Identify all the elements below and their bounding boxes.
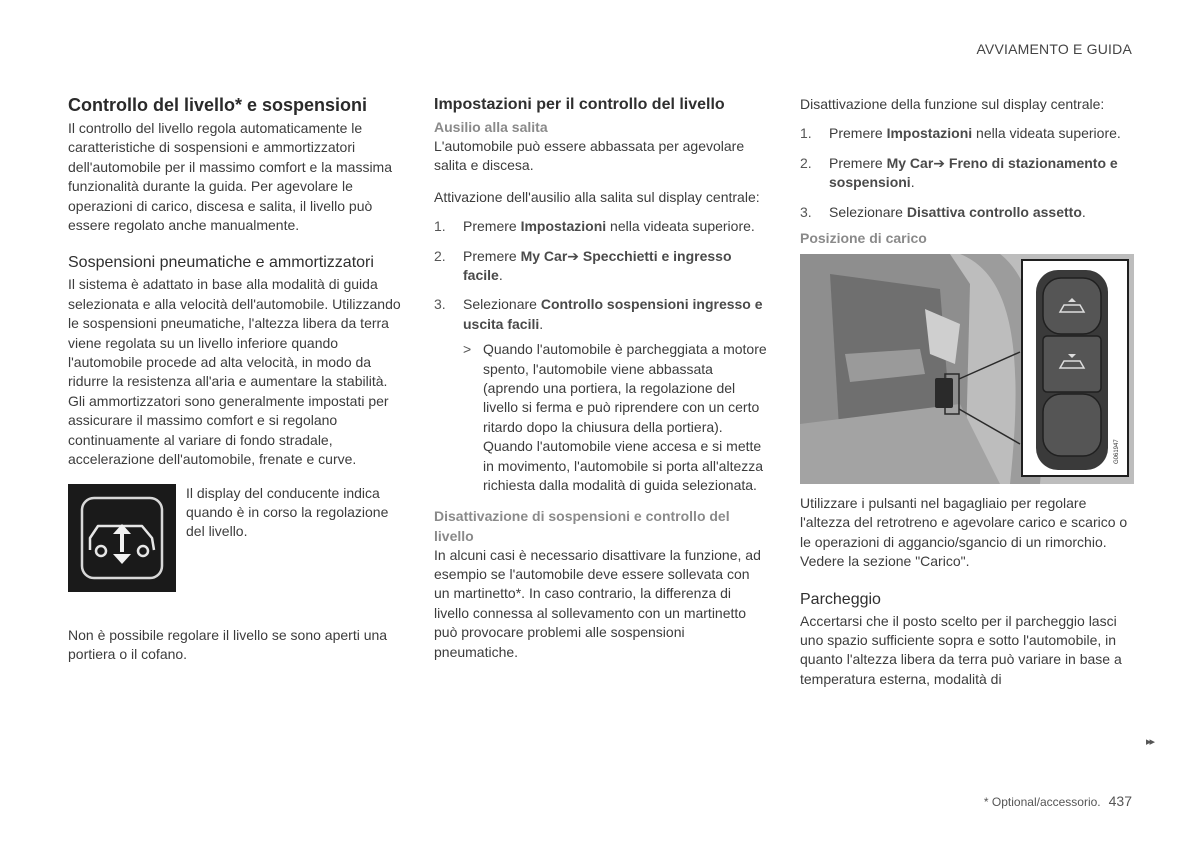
car-level-adjust-icon [68, 484, 176, 592]
step-text: Premere [829, 154, 887, 171]
page-number: 437 [1108, 793, 1132, 809]
step-number: 1. [434, 218, 446, 235]
step-bold-label: Impostazioni [520, 218, 607, 235]
icon-caption: Il display del conducente indica quando è in corso la regolazione del livello. [186, 484, 389, 540]
step-text: Premere [463, 247, 521, 264]
activation-step-1 [434, 217, 768, 236]
arrow-right-icon: ➔ [567, 247, 579, 264]
section-header: AVVIAMENTO E GUIDA [976, 41, 1132, 57]
subheading-load-position: Posizione di carico [800, 230, 927, 247]
step-text: Premere [463, 218, 521, 235]
intro-paragraph: Il controllo del livello regola automaticamente le caratteristiche di sospensioni e ammortizzatori dell'automobile per il massimo comfort e la massima funzionalità durante la guida. Per agevolare le operazioni di carico, discesa e salita, il livello può essere regolato anche manualmente. [68, 120, 393, 234]
note-paragraph: Non è possibile regolare il livello se sono aperti una portiera o il cofano. [68, 626, 388, 662]
main-title: Controllo del livello* e sospensioni [68, 95, 368, 115]
step-bold-label: My Car [886, 154, 934, 171]
deactivation-step-1 [800, 124, 1134, 143]
step-bold-label: Freno di stazionamento e sospensioni [829, 154, 1118, 191]
section-title-suspension: Sospensioni pneumatiche e ammortizzatori [68, 254, 374, 272]
deactivation-intro: Disattivazione della funzione sul display centrale: [800, 96, 1105, 112]
step-number: 3. [434, 296, 446, 313]
step-text: . [539, 315, 544, 332]
step-text: nella videata superiore. [606, 218, 755, 235]
step-text: . [498, 267, 503, 284]
step-bold-label: Disattiva controllo assetto [906, 203, 1082, 220]
step-text: . [910, 174, 915, 191]
parking-paragraph: Accertarsi che il posto scelto per il parcheggio lasci uno spazio sufficiente sopra e sotto l'automobile, in quanto l'altezza libera da terra può variare in base a temperatura esterna, modalità di [800, 612, 1122, 687]
activation-step-2 [434, 247, 768, 286]
column-2 [434, 94, 768, 662]
figure-code: G061947 [1114, 439, 1120, 465]
step-text: nella videata superiore. [972, 125, 1121, 142]
subheading-entry-aid: Ausilio alla salita [434, 119, 548, 135]
car-level-svg [80, 496, 164, 580]
column-1 [68, 94, 402, 664]
continue-icon: ▸▸ [1146, 736, 1154, 748]
column-3 [800, 94, 1134, 689]
deactivation-step-3 [800, 203, 1134, 222]
deactivation-step-2 [800, 154, 1134, 193]
result-text: Quando l'automobile è parcheggiata a motore spento, l'automobile viene abbassata (aprendo una portiera, la regolazione del livello si ferma e può riprendere con un certo ritardo dopo la chiusura della portiera). Quando l'automobile viene accesa e si mette in movimento, l'automobile si porta all'altezza richiesta dalla modalità di guida selezionata. [483, 341, 767, 494]
step-text: Selezionare [463, 296, 541, 313]
step-text: . [1081, 203, 1086, 220]
step-number: 2. [800, 154, 812, 171]
step-bold-label: My Car [520, 247, 568, 264]
activation-result [434, 340, 768, 495]
suspension-paragraph: Il sistema è adattato in base alla modalità di guida selezionata e alla velocità dell'automobile. Utilizzando le sospensioni pneumatiche, l'altezza libera da terra viene regolata su un livello inferiore quando l'automobile procede ad alta velocità, in modo da ridurre la resistenza all'aria e aumentare la stabilità. Gli ammortizzatori sono generalmente impostati per assicurare il massimo comfort e si regolano continuamente al variare di fondo stradale, accelerazione dell'automobile, frenate e curve. [68, 276, 401, 468]
load-position-paragraph: Utilizzare i pulsanti nel bagagliaio per regolare l'altezza del retrotreno e agevolare carico e scarico o le operazioni di aggancio/sgancio di un rimorchio. Vedere la sezione "Carico". [800, 495, 1128, 570]
arrow-right-icon: ➔ [933, 154, 945, 171]
entry-aid-paragraph: L'automobile può essere abbassata per agevolare salita e discesa. [434, 138, 745, 174]
settings-title: Impostazioni per il controllo del livello [434, 96, 725, 113]
step-bold-label: Impostazioni [886, 125, 973, 142]
result-marker: > [463, 341, 472, 358]
step-text: Premere [829, 125, 887, 142]
activation-paragraph: Attivazione dell'ausilio alla salita sul display centrale: [434, 188, 760, 205]
trunk-illustration-svg [800, 254, 1134, 484]
level-icon-row [68, 484, 402, 592]
activation-step-3 [434, 295, 768, 334]
step-number: 3. [800, 203, 812, 220]
step-number: 1. [800, 125, 812, 142]
footer [984, 793, 1132, 809]
footnote-text: * Optional/accessorio. [983, 795, 1101, 809]
step-bold-label: Controllo sospensioni ingresso e uscita facili [463, 296, 763, 332]
step-bold-label: Specchietti e ingresso facile [463, 247, 732, 284]
subheading-deactivation: Disattivazione di sospensioni e controllo del livello [434, 507, 730, 544]
parking-title: Parcheggio [800, 590, 881, 608]
trunk-buttons-illustration [800, 254, 1134, 484]
step-text: Selezionare [829, 203, 907, 220]
deactivation-paragraph: In alcuni casi è necessario disattivare la funzione, ad esempio se l'automobile deve essere sollevata con un martinetto*. In caso contrario, la differenza di livello connessa al sollevamento con un martinetto può provocare problemi alle sospensioni pneumatiche. [434, 546, 761, 660]
step-number: 2. [434, 247, 446, 264]
